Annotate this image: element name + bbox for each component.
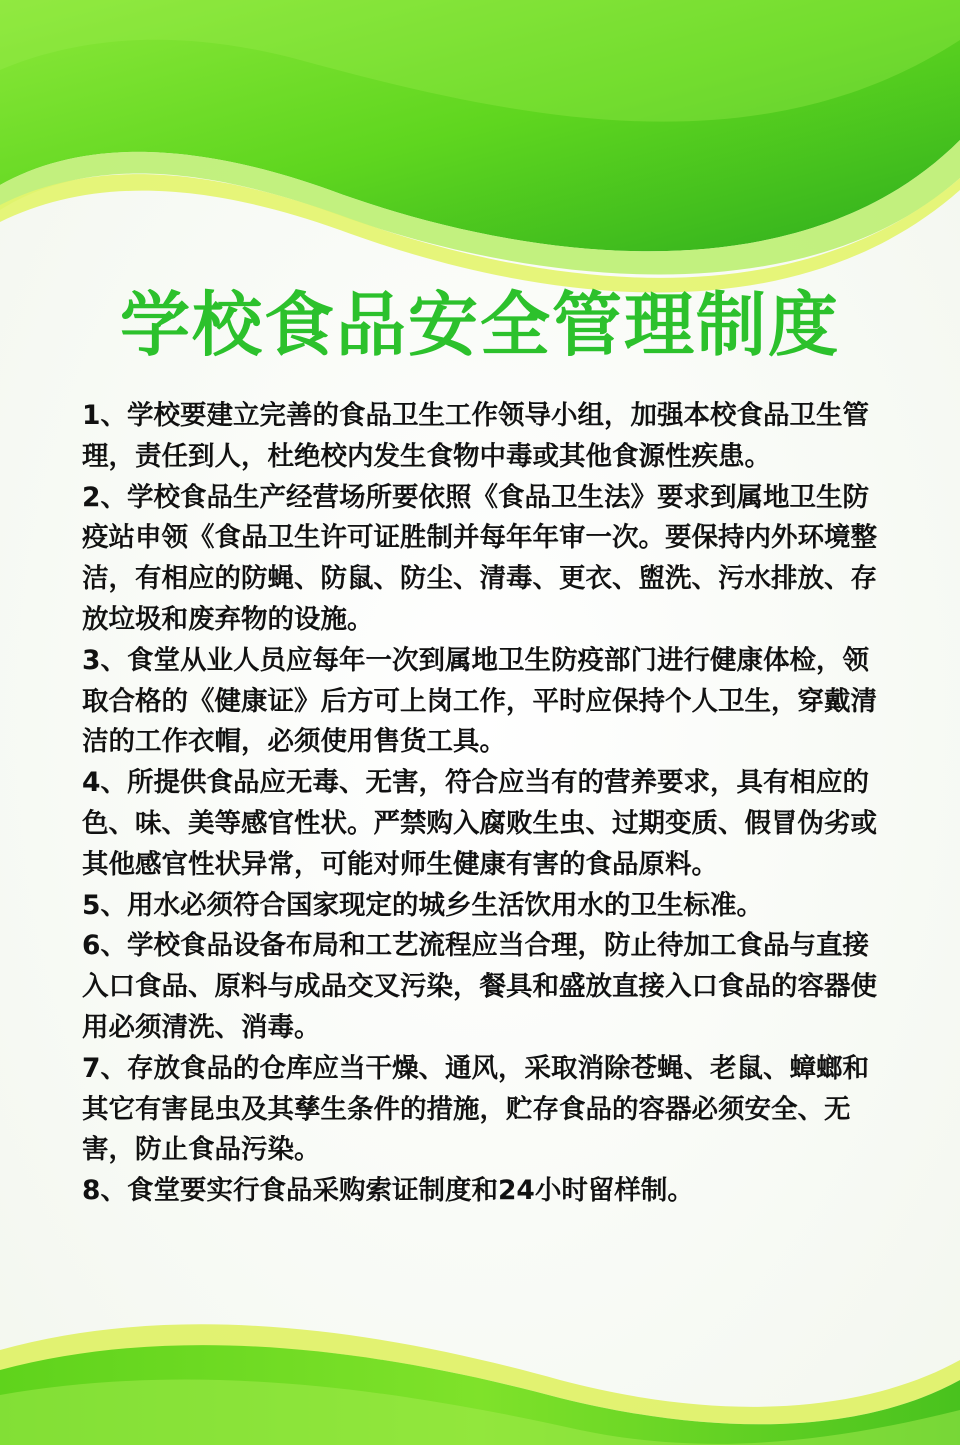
rule-6: 6、学校食品设备布局和工艺流程应当合理，防止待加工食品与直接入口食品、原料与成品交叉污染，餐具和盛放直接入口食品的容器使用必须清洗、消毒。 bbox=[82, 930, 877, 1043]
rules-list bbox=[82, 396, 882, 1212]
rule-7: 7、存放食品的仓库应当干燥、通风，采取消除苍蝇、老鼠、蟑螂和其它有害昆虫及其孳生条件的措施，贮存食品的容器必须安全、无害，防止食品污染。 bbox=[82, 1052, 869, 1166]
rule-4: 4、所提供食品应无毒、无害，符合应当有的营养要求，具有相应的色、味、美等感官性状。严禁购入腐败生虫、过期变质、假冒伪劣或其他感官性状异常，可能对师生健康有害的食品原料。 bbox=[82, 767, 877, 880]
rule-2: 2、学校食品生产经营场所要依照《食品卫生法》要求到属地卫生防疫站申领《食品卫生许可证胜制并每年年审一次。要保持内外环境整洁，有相应的防蝇、防鼠、防尘、清毒、更衣、盥洗、污水排放、存放垃圾和废弃物的设施。 bbox=[82, 481, 877, 635]
rule-8: 8、食堂要实行食品采购索证制度和24小时留样制。 bbox=[82, 1175, 694, 1207]
rule-1: 1、学校要建立完善的食品卫生工作领导小组，加强本校食品卫生管理，责任到人，杜绝校内发生食物中毒或其他食源性疾患。 bbox=[82, 400, 869, 472]
rule-5: 5、用水必须符合国家现定的城乡生活饮用水的卫生标准。 bbox=[82, 889, 763, 921]
page-title: 学校食品安全管理制度 bbox=[120, 284, 840, 366]
rule-3: 3、食堂从业人员应每年一次到属地卫生防疫部门进行健康体检，领取合格的《健康证》后方可上岗工作，平时应保持个人卫生，穿戴清洁的工作衣帽，必须使用售货工具。 bbox=[82, 644, 877, 758]
